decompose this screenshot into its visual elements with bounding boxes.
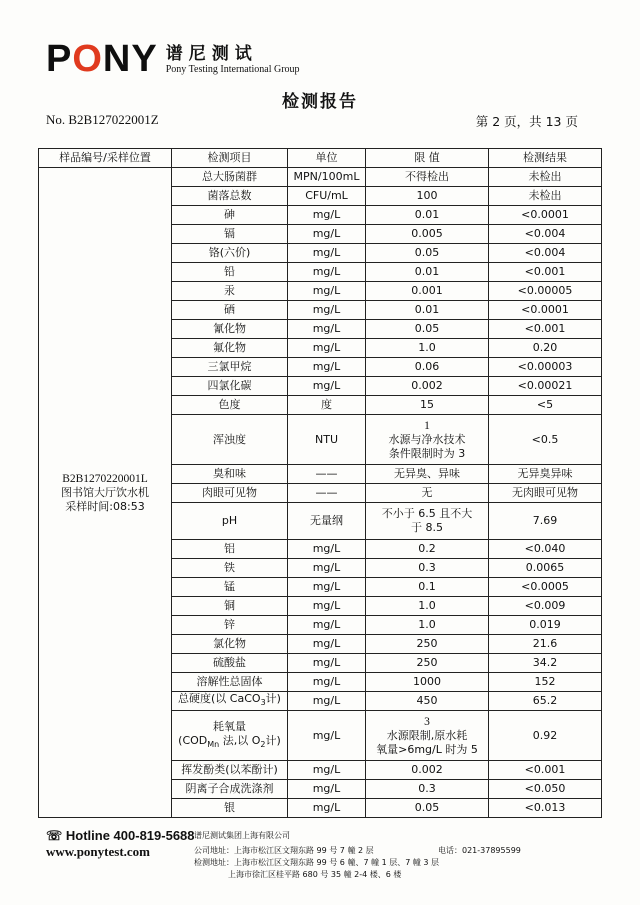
limit-cell: 250 xyxy=(366,654,489,673)
unit-cell: mg/L xyxy=(288,339,366,358)
unit-cell: mg/L xyxy=(288,301,366,320)
unit-cell: CFU/mL xyxy=(288,187,366,206)
sample-info-cell xyxy=(39,168,172,818)
unit-cell: NTU xyxy=(288,415,366,465)
test-results-table xyxy=(38,148,602,818)
result-cell: 7.69 xyxy=(489,503,602,540)
limit-cell: 1.0 xyxy=(366,597,489,616)
result-cell: 0.92 xyxy=(489,711,602,761)
result-cell: <0.00003 xyxy=(489,358,602,377)
item-text: 法,以 O xyxy=(219,733,261,747)
item-subscript: Mn xyxy=(207,739,220,749)
item-cell: 铁 xyxy=(172,559,288,578)
item-cell xyxy=(172,711,288,761)
limit-cell: 1.0 xyxy=(366,339,489,358)
item-text: 计) xyxy=(265,733,281,747)
limit-cell: 250 xyxy=(366,635,489,654)
item-cell: 臭和味 xyxy=(172,465,288,484)
result-cell: <0.0001 xyxy=(489,301,602,320)
limit-line-2: 于 8.5 xyxy=(411,521,443,534)
limit-cell: 0.05 xyxy=(366,320,489,339)
item-cell: 浑浊度 xyxy=(172,415,288,465)
item-subscript: 3 xyxy=(260,698,266,708)
limit-cell: 0.1 xyxy=(366,578,489,597)
logo-letters-ny: NY xyxy=(102,38,158,80)
limit-line-3: 氧量>6mg/L 时为 5 xyxy=(376,742,478,756)
unit-cell: mg/L xyxy=(288,578,366,597)
result-cell: 未检出 xyxy=(489,187,602,206)
header-sample: 样品编号/采样位置 xyxy=(39,149,172,168)
limit-cell: 15 xyxy=(366,396,489,415)
limit-cell: 0.001 xyxy=(366,282,489,301)
unit-cell: mg/L xyxy=(288,654,366,673)
sample-time: 采样时间:08:53 xyxy=(65,499,145,513)
item-cell: 氟化物 xyxy=(172,339,288,358)
result-cell: <0.004 xyxy=(489,244,602,263)
company-address: 公司地址：上海市松江区文翔东路 99 号 7 幢 2 层 xyxy=(194,846,374,855)
unit-cell: mg/L xyxy=(288,692,366,711)
result-cell: <0.004 xyxy=(489,225,602,244)
limit-line-3: 条件限制时为 3 xyxy=(388,446,466,460)
limit-cell xyxy=(366,711,489,761)
item-cell: 银 xyxy=(172,799,288,818)
page-indicator: 第 2 页，共 13 页 xyxy=(475,114,578,129)
item-cell: 铬(六价) xyxy=(172,244,288,263)
item-cell: 挥发酚类(以苯酚计) xyxy=(172,761,288,780)
result-cell: 无异臭异味 xyxy=(489,465,602,484)
limit-cell: 0.05 xyxy=(366,244,489,263)
item-cell: 色度 xyxy=(172,396,288,415)
item-cell: 硒 xyxy=(172,301,288,320)
result-cell: 34.2 xyxy=(489,654,602,673)
result-cell: <0.001 xyxy=(489,761,602,780)
unit-cell: mg/L xyxy=(288,761,366,780)
item-cell: 锰 xyxy=(172,578,288,597)
item-cell: pH xyxy=(172,503,288,540)
limit-cell: 0.002 xyxy=(366,377,489,396)
company-name: 谱尼测试集团上海有限公司 xyxy=(194,831,290,840)
unit-cell: mg/L xyxy=(288,597,366,616)
unit-cell: mg/L xyxy=(288,244,366,263)
limit-cell: 100 xyxy=(366,187,489,206)
result-cell: 0.20 xyxy=(489,339,602,358)
item-cell: 硫酸盐 xyxy=(172,654,288,673)
unit-cell: mg/L xyxy=(288,282,366,301)
limit-line-1: 1 xyxy=(424,419,430,432)
result-cell: <0.050 xyxy=(489,780,602,799)
sample-id: B2B1270220001L xyxy=(62,472,148,485)
item-cell: 肉眼可见物 xyxy=(172,484,288,503)
unit-cell: mg/L xyxy=(288,377,366,396)
result-cell: <0.040 xyxy=(489,540,602,559)
limit-line-1: 不小于 6.5 且不大 xyxy=(381,507,473,520)
result-cell: 152 xyxy=(489,673,602,692)
limit-cell: 无 xyxy=(366,484,489,503)
limit-cell: 0.3 xyxy=(366,559,489,578)
item-text: 总硬度(以 CaCO xyxy=(178,692,261,705)
item-cell: 铜 xyxy=(172,597,288,616)
limit-cell: 1.0 xyxy=(366,616,489,635)
limit-cell xyxy=(366,415,489,465)
limit-cell: 0.2 xyxy=(366,540,489,559)
limit-cell xyxy=(366,503,489,540)
limit-cell: 0.005 xyxy=(366,225,489,244)
result-cell: 0.0065 xyxy=(489,559,602,578)
item-cell: 汞 xyxy=(172,282,288,301)
item-cell: 铅 xyxy=(172,263,288,282)
item-cell: 锌 xyxy=(172,616,288,635)
result-cell: 无肉眼可见物 xyxy=(489,484,602,503)
unit-cell: —— xyxy=(288,484,366,503)
limit-cell: 0.002 xyxy=(366,761,489,780)
result-cell: <0.00021 xyxy=(489,377,602,396)
logo-english-name: Pony Testing International Group xyxy=(165,64,300,75)
company-phone: 电话：021-37895599 xyxy=(438,846,521,855)
test-address-2: 上海市徐汇区桂平路 680 号 35 幢 2-4 楼、6 楼 xyxy=(228,870,402,879)
result-cell: 未检出 xyxy=(489,168,602,187)
item-line-2 xyxy=(174,734,285,752)
unit-cell: mg/L xyxy=(288,206,366,225)
result-cell: <0.001 xyxy=(489,320,602,339)
item-cell: 阴离子合成洗涤剂 xyxy=(172,780,288,799)
item-cell xyxy=(172,692,288,711)
result-cell: <0.5 xyxy=(489,415,602,465)
logo-letter-p: P xyxy=(46,38,73,80)
limit-cell: 无异臭、异味 xyxy=(366,465,489,484)
test-address: 检测地址：上海市松江区文翔东路 99 号 6 幢、7 幢 1 层、7 幢 3 层 xyxy=(194,858,440,867)
limit-cell: 450 xyxy=(366,692,489,711)
report-number: No. B2B127022001Z xyxy=(46,112,159,127)
result-cell: <0.0001 xyxy=(489,206,602,225)
hotline-text: Hotline 400-819-5688 xyxy=(65,828,195,843)
unit-cell: mg/L xyxy=(288,540,366,559)
result-cell: <0.009 xyxy=(489,597,602,616)
unit-cell: mg/L xyxy=(288,225,366,244)
website-link[interactable]: www.ponytest.com xyxy=(46,844,150,859)
limit-cell: 0.3 xyxy=(366,780,489,799)
report-title: 检测报告 xyxy=(282,92,358,112)
unit-cell: mg/L xyxy=(288,263,366,282)
unit-cell: 度 xyxy=(288,396,366,415)
result-cell: <0.013 xyxy=(489,799,602,818)
result-cell: 0.019 xyxy=(489,616,602,635)
logo-letter-o: O xyxy=(72,38,103,80)
result-cell: <0.001 xyxy=(489,263,602,282)
unit-cell: mg/L xyxy=(288,799,366,818)
logo-chinese-name: 谱尼测试 xyxy=(165,44,258,64)
item-cell: 氯化物 xyxy=(172,635,288,654)
item-cell: 氰化物 xyxy=(172,320,288,339)
limit-cell: 0.05 xyxy=(366,799,489,818)
unit-cell: mg/L xyxy=(288,635,366,654)
limit-line-2: 水源限制,原水耗 xyxy=(386,728,468,742)
unit-cell: 无量纲 xyxy=(288,503,366,540)
item-cell: 总大肠菌群 xyxy=(172,168,288,187)
unit-cell: —— xyxy=(288,465,366,484)
unit-cell: mg/L xyxy=(288,616,366,635)
header-limit: 限 值 xyxy=(366,149,489,168)
table-row xyxy=(39,168,602,187)
result-cell: <0.0005 xyxy=(489,578,602,597)
header-result: 检测结果 xyxy=(489,149,602,168)
phone-circle-icon: ☏ xyxy=(46,828,63,843)
limit-cell: 不得检出 xyxy=(366,168,489,187)
table-header-row xyxy=(39,149,602,168)
limit-cell: 0.01 xyxy=(366,263,489,282)
sample-location: 图书馆大厅饮水机 xyxy=(61,485,149,499)
logo-subtitle xyxy=(166,44,300,78)
unit-cell: MPN/100mL xyxy=(288,168,366,187)
unit-cell: mg/L xyxy=(288,320,366,339)
unit-cell: mg/L xyxy=(288,358,366,377)
logo-wordmark xyxy=(46,40,158,78)
result-cell: <5 xyxy=(489,396,602,415)
item-cell: 菌落总数 xyxy=(172,187,288,206)
item-line-1: 耗氧量 xyxy=(213,719,246,733)
unit-cell: mg/L xyxy=(288,559,366,578)
item-text-end: 计) xyxy=(265,692,281,705)
limit-cell: 0.01 xyxy=(366,301,489,320)
company-logo xyxy=(46,40,300,78)
result-cell: 65.2 xyxy=(489,692,602,711)
item-subscript: 2 xyxy=(260,739,266,749)
unit-cell: mg/L xyxy=(288,711,366,761)
header-unit: 单位 xyxy=(288,149,366,168)
item-cell: 砷 xyxy=(172,206,288,225)
result-cell: <0.00005 xyxy=(489,282,602,301)
item-cell: 三氯甲烷 xyxy=(172,358,288,377)
limit-cell: 0.06 xyxy=(366,358,489,377)
unit-cell: mg/L xyxy=(288,673,366,692)
limit-line-2: 水源与净水技术 xyxy=(388,432,466,446)
item-text: (COD xyxy=(178,733,208,747)
result-cell: 21.6 xyxy=(489,635,602,654)
limit-cell: 1000 xyxy=(366,673,489,692)
limit-cell: 0.01 xyxy=(366,206,489,225)
header-item: 检测项目 xyxy=(172,149,288,168)
hotline xyxy=(46,828,195,844)
item-cell: 溶解性总固体 xyxy=(172,673,288,692)
item-cell: 四氯化碳 xyxy=(172,377,288,396)
item-cell: 铝 xyxy=(172,540,288,559)
item-cell: 镉 xyxy=(172,225,288,244)
unit-cell: mg/L xyxy=(288,780,366,799)
limit-line-1: 3 xyxy=(424,715,430,728)
